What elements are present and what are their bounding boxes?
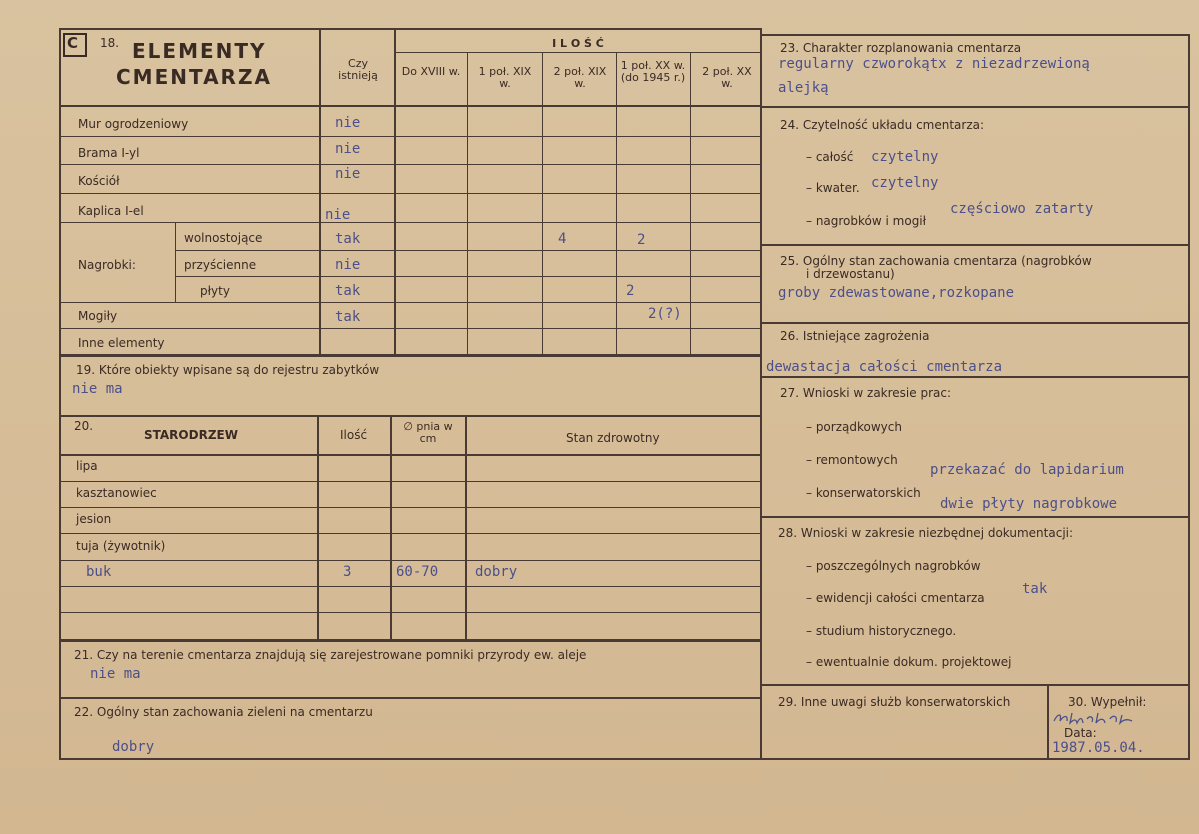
q28-item-label: – ewidencji całości cmentarza <box>806 591 985 605</box>
row-label: płyty <box>200 284 230 298</box>
q24-item-label: – kwater. <box>806 181 860 195</box>
rule <box>762 322 1190 324</box>
tree-name: kasztanowiec <box>76 486 157 500</box>
rule <box>59 136 762 137</box>
rule <box>59 193 762 194</box>
q20-title: STARODRZEW <box>144 428 238 442</box>
q21-label: 21. Czy na terenie cmentarza znajdują się zarejestrowane pomniki przyrody ew. aleje <box>74 648 587 662</box>
q27-item-label: – porządkowych <box>806 420 902 434</box>
rule <box>59 328 762 329</box>
rule <box>59 415 762 417</box>
col-czy-istnieja: Czy istnieją <box>338 57 378 82</box>
q30-data-label: Data: <box>1064 726 1097 740</box>
q19-label: 19. Które obiekty wpisane są do rejestru zabytków <box>76 363 380 377</box>
q29-label: 29. Inne uwagi służb konserwatorskich <box>778 695 1011 709</box>
q20-number: 20. <box>74 419 94 433</box>
row-label: Kaplica I-el <box>78 204 144 218</box>
czy-value: tak <box>335 309 361 325</box>
period-col: 2 poł. XX w. <box>702 65 752 90</box>
period-col: Do XVIII w. <box>401 65 461 78</box>
q24-label: 24. Czytelność układu cmentarza: <box>780 118 985 132</box>
q22-label: 22. Ogólny stan zachowania zieleni na cmentarzu <box>74 705 373 719</box>
ilosc-header: I L O Ś Ć <box>552 37 604 50</box>
q25-value: groby zdewastowane,rozkopane <box>778 285 1015 301</box>
rule <box>59 697 762 699</box>
q27-item-value: przekazać do lapidarium <box>930 462 1124 478</box>
rule <box>59 481 762 482</box>
period-col: 2 poł. XIX w. <box>553 65 607 90</box>
q28-item-label: – ewentualnie dokum. projektowej <box>806 655 1012 669</box>
q27-item-label: – konserwatorskich <box>806 486 921 500</box>
rule <box>59 560 762 561</box>
czy-value: tak <box>335 283 361 299</box>
rule <box>175 276 762 277</box>
rule <box>616 52 617 355</box>
q21-value: nie ma <box>90 666 141 682</box>
q24-item-label: – nagrobków i mogił <box>806 214 927 228</box>
rule <box>59 612 762 613</box>
rule <box>762 516 1190 518</box>
row-label: Inne elementy <box>78 336 165 350</box>
rule <box>59 164 762 165</box>
rule <box>175 250 762 251</box>
period-value: 2 <box>626 283 635 299</box>
czy-value: nie <box>335 141 361 157</box>
q23-label: 23. Charakter rozplanowania cmentarza <box>780 41 1022 55</box>
rule <box>762 684 1190 686</box>
rule <box>59 586 762 587</box>
q25-label-line1: 25. Ogólny stan zachowania cmentarza (nagrobków <box>780 254 1092 268</box>
q23-value-line2: alejką <box>778 80 829 96</box>
q24-item-label: – całość <box>806 150 854 164</box>
rule <box>59 758 762 760</box>
rule <box>59 454 762 456</box>
q19-value: nie ma <box>72 381 123 397</box>
row-label: przyścienne <box>184 258 257 272</box>
nagrobki-label: Nagrobki: <box>78 258 136 272</box>
row-label: Kościół <box>78 174 120 188</box>
rule <box>394 52 762 53</box>
rule <box>59 222 762 223</box>
tree-fi: 60-70 <box>396 564 439 580</box>
tree-name: tuja (żywotnik) <box>76 539 166 553</box>
q27-item-label: – remontowych <box>806 453 898 467</box>
rule <box>465 415 467 640</box>
q28-item-value: tak <box>1022 581 1048 597</box>
q28-item-label: – poszczególnych nagrobków <box>806 559 981 573</box>
q20-col-fi: ∅ pnia w cm <box>403 420 453 445</box>
rule <box>762 106 1190 108</box>
q26-value: dewastacja całości cmentarza <box>766 359 1003 375</box>
rule <box>59 28 762 30</box>
section-letter: C <box>67 34 79 52</box>
czy-value: nie <box>325 207 351 223</box>
title-line1: ELEMENTY <box>132 39 267 63</box>
rule <box>1047 684 1049 760</box>
q28-label: 28. Wnioski w zakresie niezbędnej dokumentacji: <box>778 526 1074 540</box>
rule <box>760 28 762 760</box>
period-col: 1 poł. XIX w. <box>478 65 532 90</box>
q24-item-value: czytelny <box>871 149 939 165</box>
row-label: wolnostojące <box>184 231 263 245</box>
q27-item-value: dwie płyty nagrobkowe <box>940 496 1118 512</box>
row-label: Mur ogrodzeniowy <box>78 117 189 131</box>
row-label: Brama I-yl <box>78 146 140 160</box>
q22-value: dobry <box>112 739 155 755</box>
q25-label-line2: i drzewostanu) <box>806 267 895 281</box>
title-line2: CMENTARZA <box>116 65 272 89</box>
q27-label: 27. Wnioski w zakresie prac: <box>780 386 952 400</box>
period-value: 2(?) <box>648 306 682 322</box>
signature-scribble <box>1052 709 1142 727</box>
czy-value: nie <box>335 166 361 182</box>
q26-label: 26. Istniejące zagrożenia <box>780 329 930 343</box>
czy-value: nie <box>335 115 361 131</box>
q30-label: 30. Wypełnił: <box>1068 695 1147 709</box>
rule <box>467 52 468 355</box>
q20-col-stan: Stan zdrowotny <box>566 431 660 445</box>
period-value: 2 <box>637 232 646 248</box>
section-number: 18. <box>100 36 120 50</box>
tree-stan: dobry <box>475 564 518 580</box>
rule <box>59 302 762 303</box>
rule <box>762 244 1190 246</box>
rule <box>59 639 762 642</box>
rule <box>319 28 321 355</box>
rule <box>394 28 396 355</box>
rule <box>175 222 176 302</box>
tree-name: jesion <box>76 512 112 526</box>
rule <box>59 28 61 760</box>
rule <box>762 376 1190 378</box>
row-label: Mogiły <box>78 309 118 323</box>
q24-item-value: częściowo zatarty <box>950 201 1094 217</box>
rule <box>1188 34 1190 758</box>
tree-name: buk <box>86 564 112 580</box>
q24-item-value: czytelny <box>871 175 939 191</box>
rule <box>690 52 691 355</box>
rule <box>390 415 392 640</box>
rule <box>59 105 762 107</box>
q30-date: 1987.05.04. <box>1052 740 1145 756</box>
q28-item-label: – studium historycznego. <box>806 624 957 638</box>
q20-col-ilosc: Ilość <box>340 428 368 442</box>
tree-name: lipa <box>76 459 98 473</box>
rule <box>762 758 1190 760</box>
czy-value: tak <box>335 231 361 247</box>
rule <box>59 507 762 508</box>
rule <box>317 415 319 640</box>
rule <box>59 533 762 534</box>
period-value: 4 <box>558 231 567 247</box>
tree-ilosc: 3 <box>343 564 352 580</box>
rule <box>59 354 762 357</box>
q23-value-line1: regularny czworokątx z niezadrzewioną <box>778 56 1090 72</box>
czy-value: nie <box>335 257 361 273</box>
period-col: 1 poł. XX w. (do 1945 r.) <box>620 59 686 84</box>
rule <box>762 34 1190 36</box>
rule <box>542 52 543 355</box>
